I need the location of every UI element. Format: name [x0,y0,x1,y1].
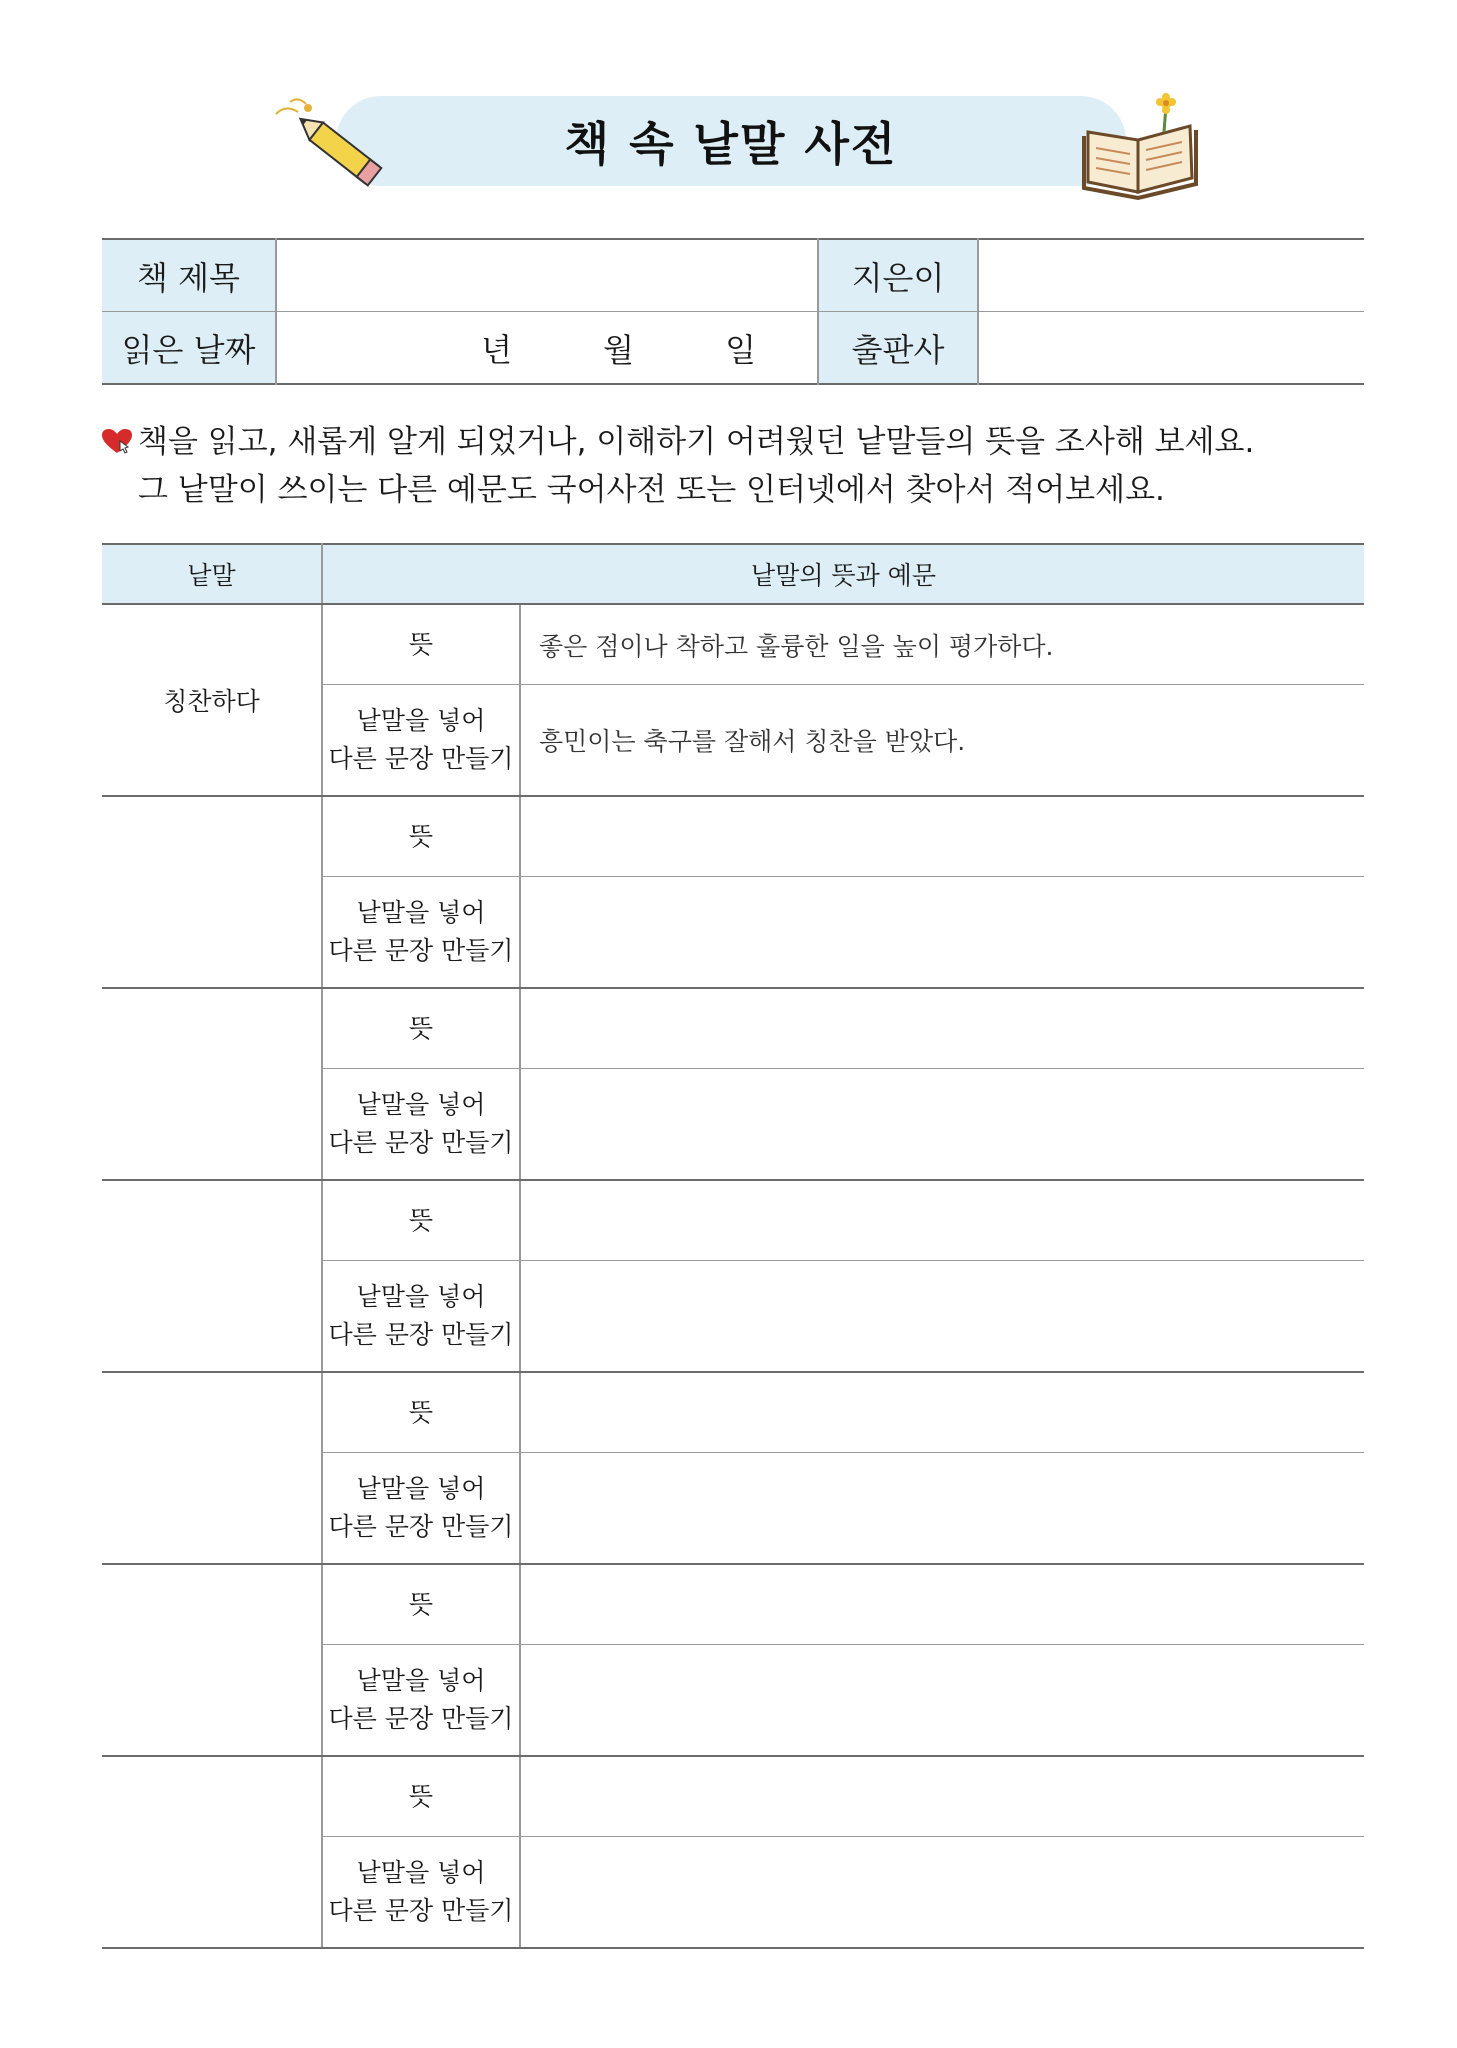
entry-word[interactable] [102,1180,322,1372]
entry-meaning-row [102,604,1364,685]
entry-meaning-row [102,796,1364,877]
book-title-field[interactable] [276,239,818,312]
entry-meaning[interactable] [520,988,1364,1069]
entry-example[interactable] [520,877,1364,989]
day-unit: 일 [725,330,756,369]
entry-example[interactable] [520,1261,1364,1373]
example-label-line-2: 다른 문장 만들기 [328,744,514,773]
entry-example[interactable] [520,1453,1364,1565]
entry-word[interactable] [102,988,322,1180]
instruction-line-2: 그 낱말이 쓰이는 다른 예문도 국어사전 또는 인터넷에서 찾아서 적어보세요. [138,472,1165,508]
read-date-row [102,312,1364,385]
example-label-line-1: 낱말을 넣어 [356,1282,486,1311]
meaning-label: 뜻 [322,988,520,1069]
month-unit: 월 [603,330,634,369]
entry-word[interactable] [102,796,322,988]
vocabulary-table [102,543,1364,1949]
example-label-line-1: 낱말을 넣어 [356,1090,486,1119]
entry-meaning[interactable] [520,1180,1364,1261]
entry-word[interactable] [102,1564,322,1756]
example-label-line-1: 낱말을 넣어 [356,1474,486,1503]
entry-meaning-row [102,1372,1364,1453]
page-title: 책 속 낱말 사전 [564,117,898,171]
example-label-line-1: 낱말을 넣어 [356,1858,486,1887]
example-label [322,1453,520,1565]
instruction-text-1: 책을 읽고, 새롭게 알게 되었거나, 이해하기 어려웠던 낱말들의 뜻을 조사해 보세요. [138,424,1255,460]
example-label-line-2: 다른 문장 만들기 [328,1704,514,1733]
example-label [322,685,520,797]
example-label [322,1837,520,1949]
book-title-row [102,239,1364,312]
year-unit: 년 [481,330,512,369]
entry-meaning-row [102,1180,1364,1261]
book-title-label: 책 제목 [102,239,276,312]
instructions [100,418,1370,514]
publisher-label: 출판사 [818,312,978,385]
column-header-word: 낱말 [102,544,322,604]
book-info-table [102,238,1364,385]
entry-meaning[interactable] [520,1372,1364,1453]
meaning-label: 뜻 [322,1564,520,1645]
read-date-label: 읽은 날짜 [102,312,276,385]
heart-icon [100,427,134,455]
example-label-line-2: 다른 문장 만들기 [328,936,514,965]
entry-meaning-row [102,1756,1364,1837]
meaning-label: 뜻 [322,796,520,877]
example-label [322,1069,520,1181]
example-label-line-2: 다른 문장 만들기 [328,1896,514,1925]
meaning-label: 뜻 [322,1180,520,1261]
example-label-line-1: 낱말을 넣어 [356,706,486,735]
entry-example[interactable]: 흥민이는 축구를 잘해서 칭찬을 받았다. [520,685,1364,797]
column-header-meaning: 낱말의 뜻과 예문 [322,544,1364,604]
entry-meaning[interactable] [520,1756,1364,1837]
instruction-line-1 [100,418,1370,466]
example-label [322,877,520,989]
example-label-line-2: 다른 문장 만들기 [328,1128,514,1157]
example-label-line-1: 낱말을 넣어 [356,1666,486,1695]
author-field[interactable] [978,239,1364,312]
entry-meaning[interactable] [520,796,1364,877]
entry-word[interactable]: 칭찬하다 [102,604,322,796]
entry-meaning[interactable]: 좋은 점이나 착하고 훌륭한 일을 높이 평가하다. [520,604,1364,685]
example-label-line-2: 다른 문장 만들기 [328,1512,514,1541]
entry-meaning-row [102,1564,1364,1645]
entry-meaning-row [102,988,1364,1069]
vocabulary-header-row [102,544,1364,604]
example-label [322,1261,520,1373]
open-book-with-flower-icon [1080,92,1205,202]
entry-example[interactable] [520,1837,1364,1949]
entry-word[interactable] [102,1756,322,1948]
meaning-label: 뜻 [322,1756,520,1837]
publisher-field[interactable] [978,312,1364,385]
meaning-label: 뜻 [322,1372,520,1453]
meaning-label: 뜻 [322,604,520,685]
example-label-line-2: 다른 문장 만들기 [328,1320,514,1349]
entry-word[interactable] [102,1372,322,1564]
entry-example[interactable] [520,1645,1364,1757]
entry-meaning[interactable] [520,1564,1364,1645]
example-label [322,1645,520,1757]
read-date-field[interactable] [276,312,818,385]
entry-example[interactable] [520,1069,1364,1181]
author-label: 지은이 [818,239,978,312]
example-label-line-1: 낱말을 넣어 [356,898,486,927]
